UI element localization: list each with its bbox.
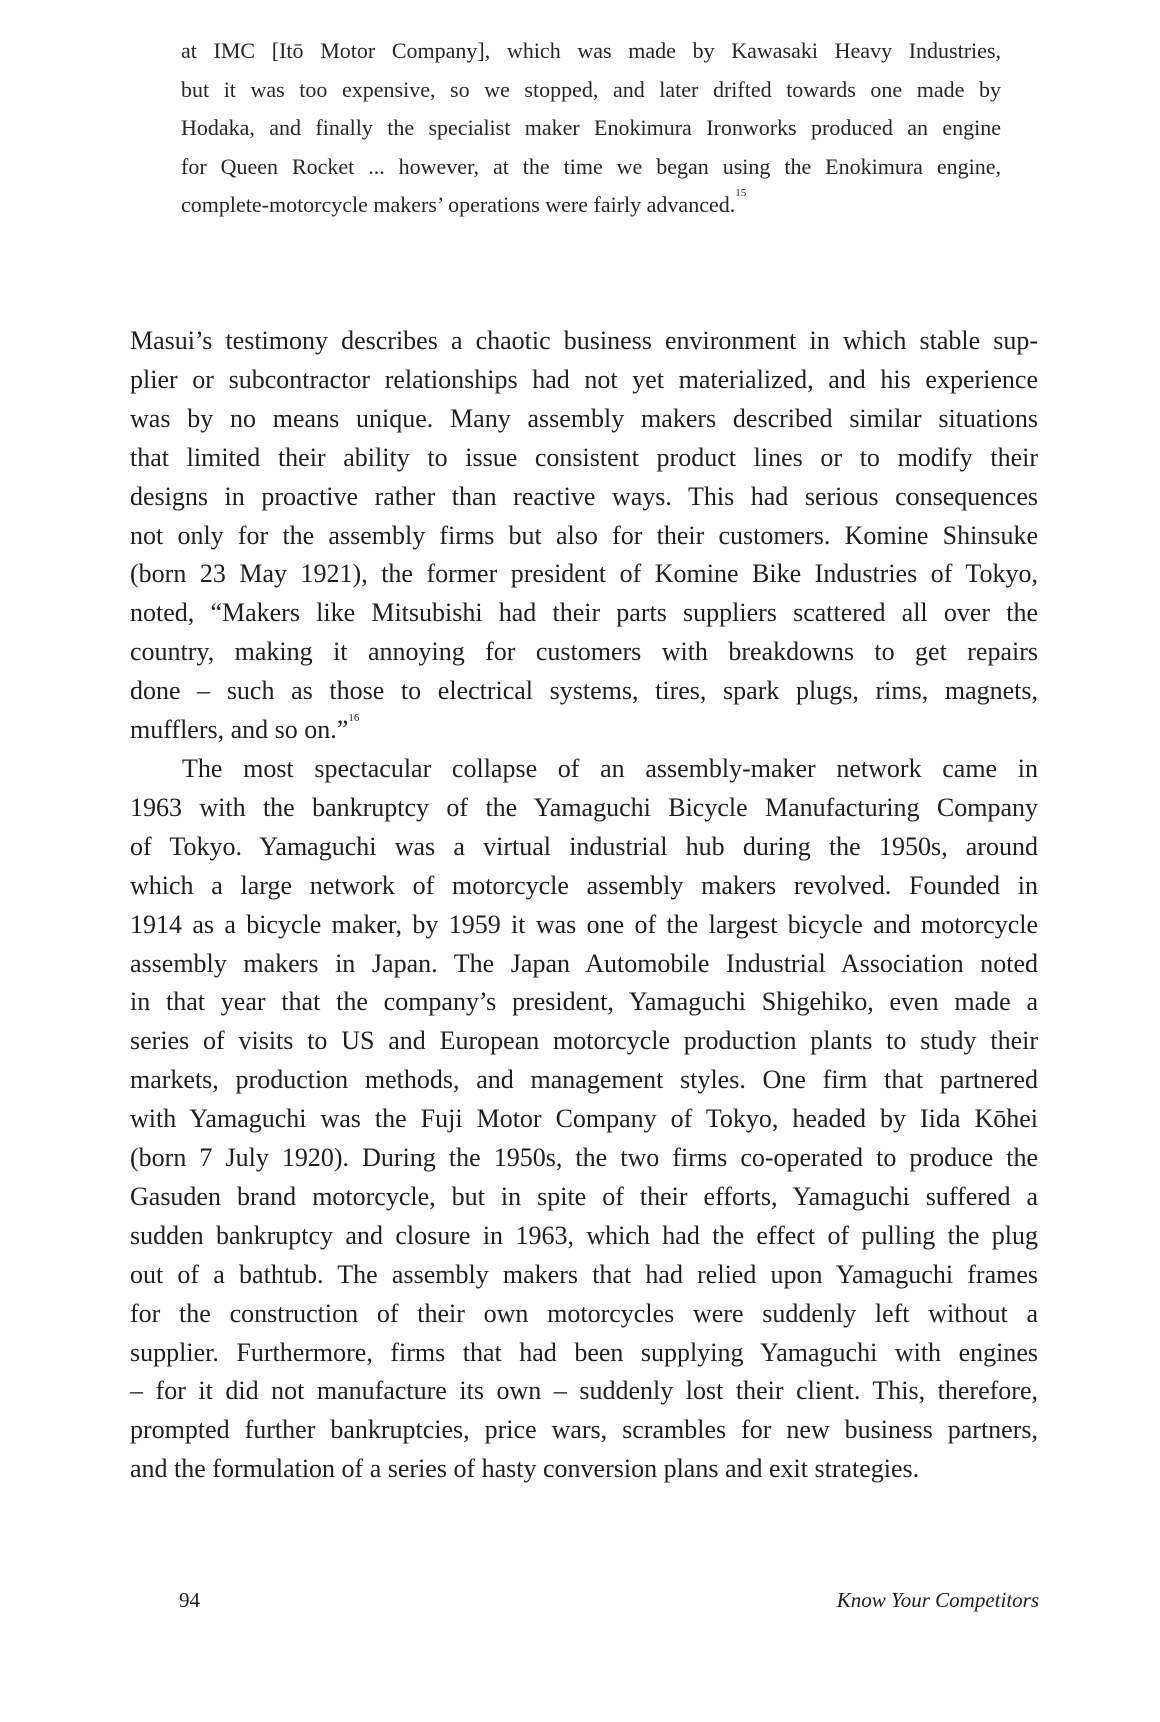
text-line: markets, production methods, and management styles. One firm that partnered bbox=[130, 1065, 1038, 1095]
quote-line: at IMC [Itō Motor Company], which was made by Kawasaki Heavy Industries, bbox=[181, 38, 1001, 63]
text-line: (born 23 May 1921), the former president of Komine Bike Industries of Tokyo, bbox=[130, 559, 1038, 589]
quote-line: Hodaka, and finally the specialist maker Enokimura Ironworks produced an engine bbox=[181, 115, 1001, 140]
running-title: Know Your Competitors bbox=[836, 1588, 1039, 1612]
text-line: was by no means unique. Many assembly makers described similar situations bbox=[130, 403, 1038, 433]
text-line: done – such as those to electrical systems, tires, spark plugs, rims, magnets, bbox=[130, 676, 1038, 706]
text-line: country, making it annoying for customers with breakdowns to get repairs bbox=[130, 637, 1038, 667]
text-line: with Yamaguchi was the Fuji Motor Company of Tokyo, headed by Iida Kōhei bbox=[130, 1104, 1038, 1134]
text-line: assembly makers in Japan. The Japan Automobile Industrial Association noted bbox=[130, 948, 1038, 978]
text-line: (born 7 July 1920). During the 1950s, the two firms co-operated to produce the bbox=[130, 1143, 1038, 1173]
page-number: 94 bbox=[179, 1588, 200, 1612]
text-line: 1963 with the bankruptcy of the Yamaguchi Bicycle Manufacturing Company bbox=[130, 792, 1038, 822]
quote-line-text: complete-motorcycle makers’ operations were fairly advanced. bbox=[181, 192, 736, 217]
text-line: 1914 as a bicycle maker, by 1959 it was one of the largest bicycle and motorcycle bbox=[130, 909, 1038, 939]
footnote-ref[interactable]: 16 bbox=[348, 712, 360, 725]
text-line: for the construction of their own motorcycles were suddenly left without a bbox=[130, 1298, 1038, 1328]
paragraph-1 bbox=[130, 322, 1038, 750]
text-line: – for it did not manufacture its own – suddenly lost their client. This, therefore, bbox=[130, 1376, 1038, 1406]
text-line: out of a bathtub. The assembly makers that had relied upon Yamaguchi frames bbox=[130, 1259, 1038, 1289]
text-line: in that year that the company’s president, Yamaguchi Shigehiko, even made a bbox=[130, 987, 1038, 1017]
text-line-content: mufflers, and so on.” bbox=[130, 715, 349, 745]
text-line: supplier. Furthermore, firms that had been supplying Yamaguchi with engines bbox=[130, 1337, 1038, 1367]
text-line: Gasuden brand motorcycle, but in spite of their efforts, Yamaguchi suffered a bbox=[130, 1181, 1038, 1211]
paragraph-2 bbox=[130, 750, 1038, 1489]
block-quote bbox=[181, 32, 1001, 225]
text-line: which a large network of motorcycle assembly makers revolved. Founded in bbox=[130, 870, 1038, 900]
text-line bbox=[130, 711, 1038, 750]
text-line: prompted further bankruptcies, price wars, scrambles for new business partners, bbox=[130, 1415, 1038, 1445]
body-text bbox=[130, 322, 1038, 1489]
text-line: sudden bankruptcy and closure in 1963, which had the effect of pulling the plug bbox=[130, 1220, 1038, 1250]
text-line: plier or subcontractor relationships had not yet materialized, and his experience bbox=[130, 364, 1038, 394]
text-line: and the formulation of a series of hasty conversion plans and exit strategies. bbox=[130, 1454, 920, 1484]
text-line: The most spectacular collapse of an assembly-maker network came in bbox=[182, 753, 1038, 783]
text-line: not only for the assembly firms but also for their customers. Komine Shinsuke bbox=[130, 520, 1038, 550]
footnote-ref[interactable]: 15 bbox=[735, 187, 747, 199]
quote-line: but it was too expensive, so we stopped, and later drifted towards one made by bbox=[181, 76, 1001, 102]
quote-line bbox=[181, 186, 1001, 225]
text-line: noted, “Makers like Mitsubishi had their parts suppliers scattered all over the bbox=[130, 598, 1038, 628]
text-line: of Tokyo. Yamaguchi was a virtual industrial hub during the 1950s, around bbox=[130, 831, 1038, 861]
text-line: designs in proactive rather than reactive ways. This had serious consequences bbox=[130, 481, 1038, 511]
text-line: that limited their ability to issue consistent product lines or to modify their bbox=[130, 442, 1038, 472]
text-line: Masui’s testimony describes a chaotic business environment in which stable sup- bbox=[130, 326, 1038, 355]
quote-line: for Queen Rocket ... however, at the time we began using the Enokimura engine, bbox=[181, 153, 1001, 179]
text-line: series of visits to US and European motorcycle production plants to study their bbox=[130, 1026, 1038, 1056]
